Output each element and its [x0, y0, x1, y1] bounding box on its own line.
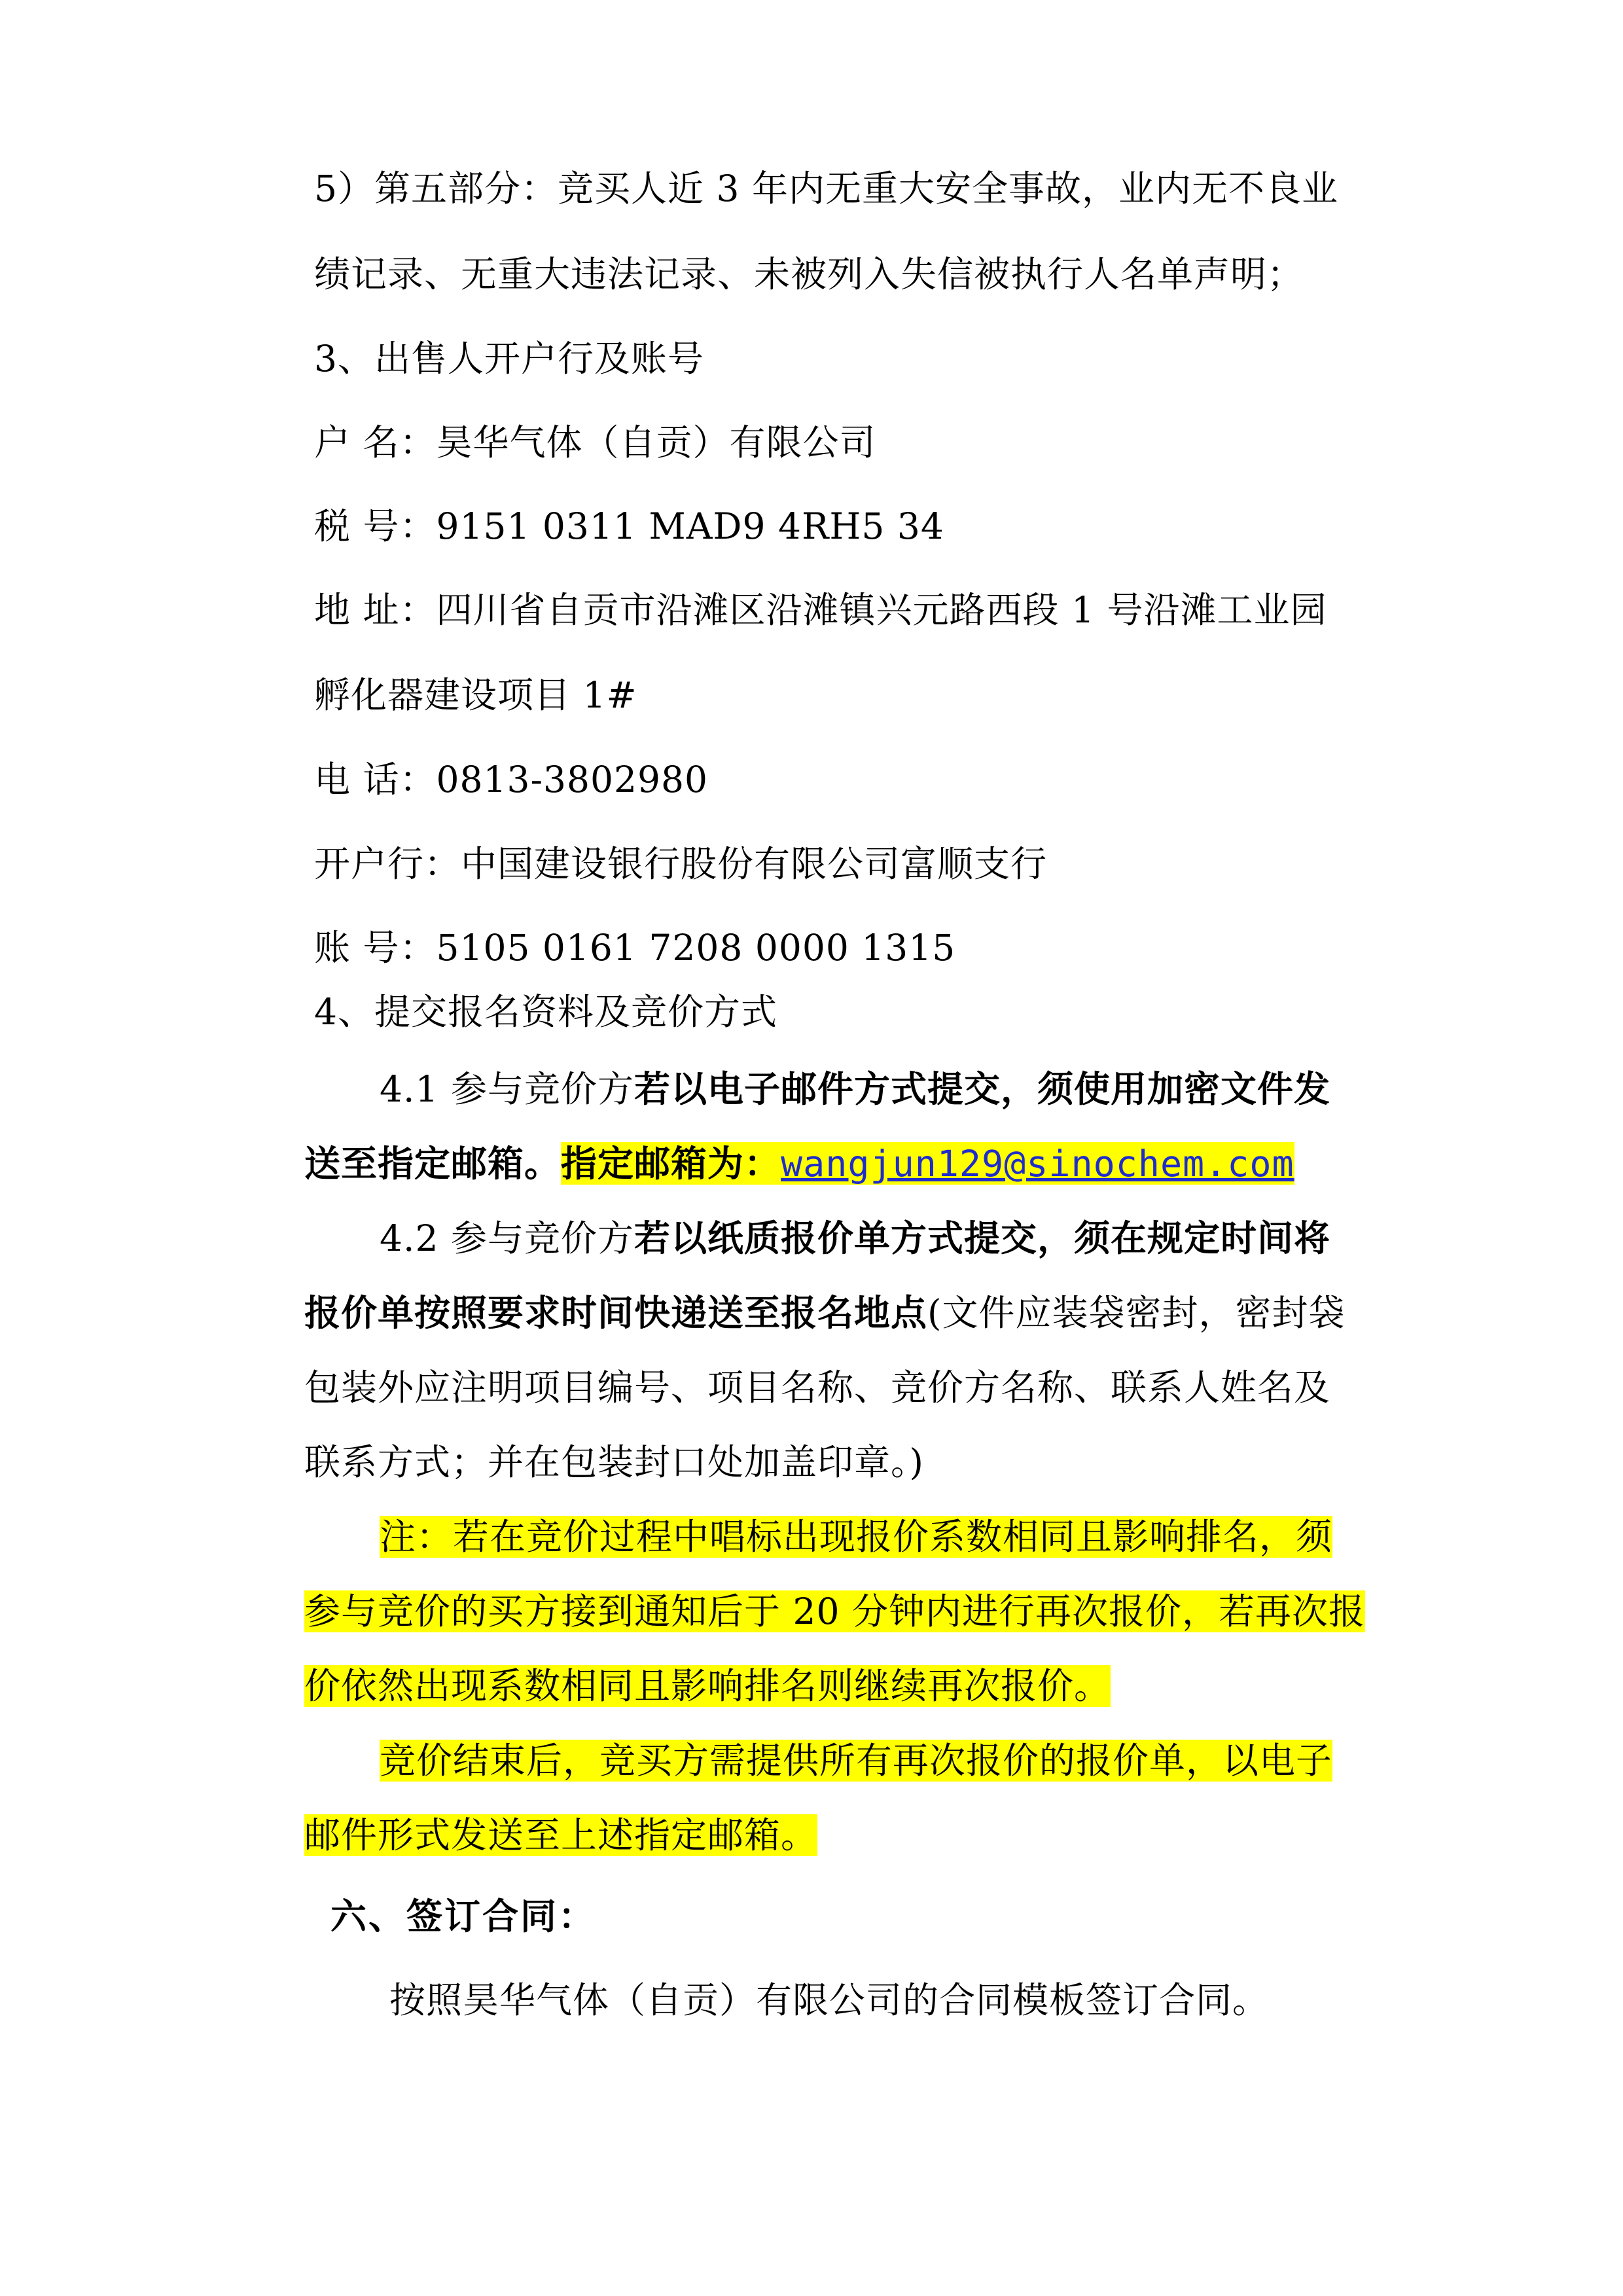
para-4-2-bold: 若以纸质报价单方式提交，须在规定时间将: [633, 1217, 1330, 1259]
para-4-1-line2-bold: 送至指定邮箱。: [304, 1142, 562, 1185]
account-number: 账 号：5105 0161 7208 0000 1315: [314, 927, 956, 969]
email-label: 指定邮箱为：: [561, 1142, 781, 1185]
email-label-highlight: [561, 1142, 1294, 1185]
para-4-1-line2: [304, 1140, 1294, 1187]
note-line1-text: 注：若在竞价过程中唱标出现报价系数相同且影响排名，须: [380, 1516, 1333, 1558]
note-line3: [304, 1662, 1111, 1710]
section4-title: 4、提交报名资料及竞价方式: [314, 991, 777, 1033]
para-4-2-line2-bold: 报价单按照要求时间快递送至报名地点: [304, 1291, 928, 1334]
phone: 电 话：0813-3802980: [314, 759, 708, 800]
email-link[interactable]: wangjun129@sinochem.com: [781, 1143, 1294, 1185]
section3-title: 3、出售人开户行及账号: [314, 338, 704, 380]
para-4-2-line4: 联系方式；并在包装封口处加盖印章。): [304, 1441, 924, 1483]
para-4-2-line3: 包装外应注明项目编号、项目名称、竞价方名称、联系人姓名及: [304, 1367, 1331, 1408]
account-name: 户 名：昊华气体（自贡）有限公司: [314, 422, 876, 463]
note-line2-text: 参与竞价的买方接到通知后于 20 分钟内进行再次报价，若再次报: [304, 1590, 1365, 1632]
section6-title: 六、签订合同：: [330, 1895, 597, 1937]
after-bid-line2: [304, 1812, 817, 1859]
section6-body: 按照昊华气体（自贡）有限公司的合同模板签订合同。: [389, 1979, 1270, 2021]
note-line3-text: 价依然出现系数相同且影响排名则继续再次报价。: [304, 1665, 1111, 1707]
after-bid-line1-text: 竞价结束后，竞买方需提供所有再次报价的报价单，以电子: [380, 1740, 1333, 1782]
note-line2: [304, 1588, 1365, 1635]
para-4-1-line1: [380, 1066, 1330, 1113]
after-bid-line2-text: 邮件形式发送至上述指定邮箱。: [304, 1814, 818, 1856]
para-4-2-prefix: 4.2 参与竞价方: [380, 1217, 634, 1259]
after-bid-line1: [380, 1737, 1332, 1784]
note-line1: [380, 1513, 1332, 1560]
para-4-2-line2-rest: (文件应装袋密封，密封袋: [927, 1292, 1346, 1334]
address-line1: 地 址：四川省自贡市沿滩区沿滩镇兴元路西段 1 号沿滩工业园: [314, 589, 1327, 631]
address-line2: 孵化器建设项目 1#: [314, 674, 637, 716]
para-4-2-line2: [304, 1289, 1345, 1336]
para-4-1-prefix: 4.1 参与竞价方: [380, 1068, 634, 1110]
tax-number: 税 号：9151 0311 MAD9 4RH5 34: [314, 505, 944, 547]
bank: 开户行：中国建设银行股份有限公司富顺支行: [314, 843, 1048, 885]
para-4-1-bold: 若以电子邮件方式提交，须使用加密文件发: [633, 1067, 1330, 1110]
part5-line2: 绩记录、无重大违法记录、未被列入失信被执行人名单声明；: [314, 253, 1304, 295]
part5-line1: 5）第五部分：竞买人近 3 年内无重大安全事故，业内无不良业: [314, 168, 1338, 209]
para-4-2-line1: [380, 1215, 1330, 1262]
